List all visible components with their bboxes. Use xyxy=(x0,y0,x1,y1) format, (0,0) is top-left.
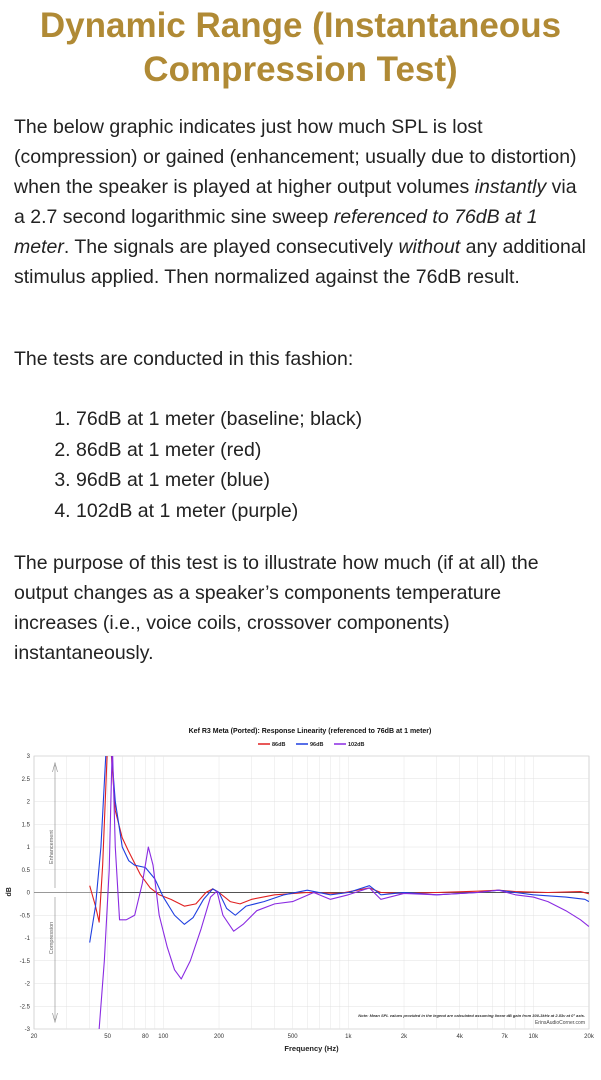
response-linearity-chart xyxy=(0,718,601,1058)
y-tick-label: 2.5 xyxy=(21,776,30,783)
chart-container xyxy=(0,718,601,1058)
x-tick-label: 4k xyxy=(456,1034,463,1040)
purpose-paragraph: The purpose of this test is to illustrate how much (if at all) the output changes as a speaker’s components temperature increases (i.e., voice coils, crossover components) instantaneously. xyxy=(14,552,539,664)
y-tick-label: 1 xyxy=(26,845,30,851)
x-tick-label: 2k xyxy=(400,1034,408,1040)
legend-entry: 102dB xyxy=(348,742,365,748)
y-tick-label: -1.5 xyxy=(19,958,30,965)
intro-text-1: The below graphic indicates just how much SPL is lost (compression) or gained (enhancement; usually due to distortion) when the speaker is played at higher output volumes xyxy=(14,116,577,198)
x-tick-label: 1k xyxy=(345,1034,352,1040)
section-title: Dynamic Range (Instantaneous Compression Test) xyxy=(39,6,562,89)
x-tick-label: 20 xyxy=(30,1034,38,1040)
intro-text-2: via a 2.7 second logarithmic sine sweep xyxy=(14,176,577,228)
x-tick-label: 200 xyxy=(213,1034,225,1040)
x-tick-label: 7k xyxy=(501,1034,508,1040)
y-tick-label: 2 xyxy=(26,799,30,806)
y-tick-label: 0.5 xyxy=(21,867,30,874)
intro-paragraph xyxy=(14,112,589,292)
y-tick-label: -2.5 xyxy=(19,1004,30,1011)
chart-watermark: ErinsAudioCorner.com xyxy=(534,1020,585,1026)
y-tick-label: 3 xyxy=(26,754,30,760)
intro-text-4: any additional stimulus applied. Then normalized against the 76dB result. xyxy=(14,236,586,288)
y-tick-label: -2 xyxy=(24,981,30,988)
y-axis-side-label: dB xyxy=(6,887,13,897)
list-item: 2. 86dB at 1 meter (red) xyxy=(76,435,362,466)
y-tick-label: 1.5 xyxy=(21,822,30,829)
y-tick-label: -3 xyxy=(24,1027,30,1033)
intro-emphasis-without: without xyxy=(398,236,461,258)
x-tick-label: 500 xyxy=(287,1034,298,1040)
x-tick-label: 50 xyxy=(104,1034,111,1040)
y-tick-label: -0.5 xyxy=(19,913,30,920)
chart-note: Note: Mean SPL values provided in the legend are calculated assuming linear dB gain from 300-3kHz at 2.83v at 0° axis. xyxy=(358,1013,585,1018)
list-item: 4. 102dB at 1 meter (purple) xyxy=(76,496,362,527)
legend-entry: 86dB xyxy=(272,742,286,748)
tests-list xyxy=(40,404,362,526)
list-item: 1. 76dB at 1 meter (baseline; black) xyxy=(76,404,362,435)
intro-emphasis-instantly: instantly xyxy=(474,176,547,198)
legend-entry: 96dB xyxy=(310,742,324,748)
enhancement-label: Enhancement xyxy=(49,830,55,864)
intro-text-3: . The signals are played consecutively xyxy=(63,236,399,258)
x-axis-label: Frequency (Hz) xyxy=(284,1044,339,1053)
y-tick-label: 0 xyxy=(26,890,30,897)
compression-label: Compression xyxy=(49,921,55,955)
intro-emphasis-reference: referenced to 76dB at 1 meter xyxy=(14,206,538,258)
y-tick-label: -1 xyxy=(24,936,30,942)
x-tick-label: 100 xyxy=(158,1034,169,1040)
x-tick-label: 10k xyxy=(528,1034,539,1040)
x-tick-label: 20k xyxy=(584,1034,594,1040)
x-tick-label: 80 xyxy=(142,1034,149,1040)
list-item: 3. 96dB at 1 meter (blue) xyxy=(76,465,362,496)
chart-title: Kef R3 Meta (Ported): Response Linearity (referenced to 76dB at 1 meter) xyxy=(188,728,432,735)
chart-legend xyxy=(258,742,365,748)
tests-heading: The tests are conducted in this fashion: xyxy=(14,348,354,370)
